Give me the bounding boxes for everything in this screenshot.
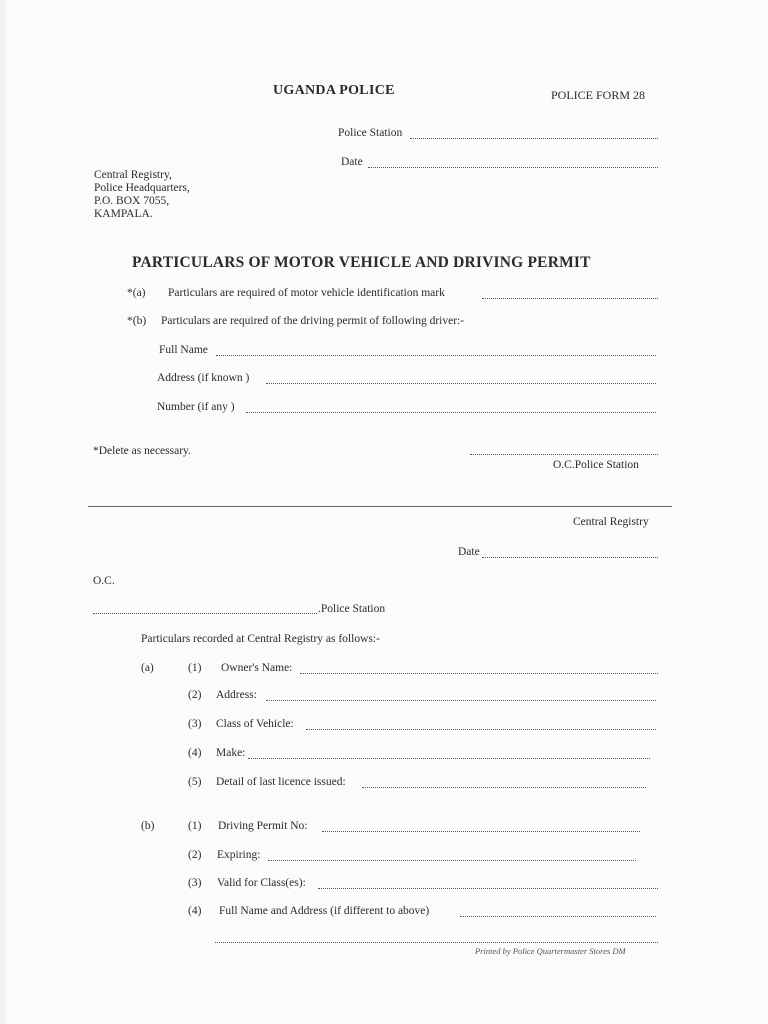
last-licence-label: Detail of last licence issued:	[216, 776, 346, 788]
address-line-2: Police Headquarters,	[94, 182, 190, 194]
owners-name-label: Owner's Name:	[221, 662, 293, 674]
full-name-address-label: Full Name and Address (if different to above)	[219, 905, 430, 917]
identification-mark-field[interactable]	[482, 298, 658, 299]
page-title: UGANDA POLICE	[273, 83, 395, 98]
number-field[interactable]	[246, 412, 656, 413]
full-name-address-field[interactable]	[460, 916, 656, 917]
delete-note: *Delete as necessary.	[93, 445, 191, 457]
oc-signature-field[interactable]	[470, 454, 658, 455]
request-b-text: Particulars are required of the driving permit of following driver:-	[161, 315, 465, 327]
driving-permit-no-field[interactable]	[322, 831, 640, 832]
driving-permit-no-label: Driving Permit No:	[218, 820, 308, 832]
item-num: (4)	[188, 747, 202, 759]
oc-label: O.C.	[93, 575, 115, 587]
full-name-label: Full Name	[159, 344, 208, 356]
item-num: (4)	[188, 905, 202, 917]
number-label: Number (if any )	[157, 401, 235, 413]
owner-address-label: Address:	[216, 689, 257, 701]
address-known-label: Address (if known )	[157, 372, 250, 384]
vehicle-class-field[interactable]	[306, 729, 656, 730]
item-num: (3)	[188, 877, 202, 889]
printer-footer: Printed by Police Quartermaster Stores DM	[475, 946, 626, 956]
item-num: (1)	[188, 820, 202, 832]
date-label: Date	[341, 156, 363, 168]
item-num: (3)	[188, 718, 202, 730]
section-heading: PARTICULARS OF MOTOR VEHICLE AND DRIVING PERMIT	[132, 254, 591, 271]
oc-police-station-label: O.C.Police Station	[553, 459, 639, 471]
address-line-3: P.O. BOX 7055,	[94, 195, 170, 207]
request-a-marker: *(a)	[127, 287, 146, 299]
reply-date-label: Date	[458, 546, 480, 558]
expiring-label: Expiring:	[217, 849, 261, 861]
item-num: (1)	[188, 662, 202, 674]
make-label: Make:	[216, 747, 246, 759]
valid-class-label: Valid for Class(es):	[217, 877, 306, 889]
full-name-field[interactable]	[216, 355, 656, 356]
owners-name-field[interactable]	[300, 673, 658, 674]
recorded-intro: Particulars recorded at Central Registry as follows:-	[141, 633, 380, 645]
police-station-field[interactable]	[410, 138, 658, 139]
reply-police-station-label: .Police Station	[318, 603, 386, 615]
expiring-field[interactable]	[268, 860, 636, 861]
police-station-label: Police Station	[338, 127, 403, 139]
make-field[interactable]	[248, 758, 650, 759]
form-number: POLICE FORM 28	[551, 88, 646, 102]
full-name-address-continuation-field[interactable]	[215, 942, 658, 943]
valid-class-field[interactable]	[318, 888, 658, 889]
item-num: (2)	[188, 689, 202, 701]
reply-b-marker: (b)	[141, 820, 155, 832]
page-edge-left	[0, 0, 6, 1024]
reply-police-station-field[interactable]	[93, 613, 317, 614]
reply-a-marker: (a)	[141, 662, 154, 674]
reply-date-field[interactable]	[482, 557, 658, 558]
item-num: (5)	[188, 776, 202, 788]
address-line-4: KAMPALA.	[94, 208, 153, 220]
request-a-text: Particulars are required of motor vehicle identification mark	[168, 287, 445, 299]
address-line-1: Central Registry,	[94, 169, 172, 181]
owner-address-field[interactable]	[266, 700, 656, 701]
date-field[interactable]	[368, 167, 658, 168]
request-b-marker: *(b)	[127, 315, 147, 327]
central-registry-label: Central Registry	[573, 516, 649, 528]
vehicle-class-label: Class of Vehicle:	[216, 718, 294, 730]
address-known-field[interactable]	[266, 383, 656, 384]
item-num: (2)	[188, 849, 202, 861]
section-divider	[88, 506, 672, 507]
last-licence-field[interactable]	[362, 787, 646, 788]
